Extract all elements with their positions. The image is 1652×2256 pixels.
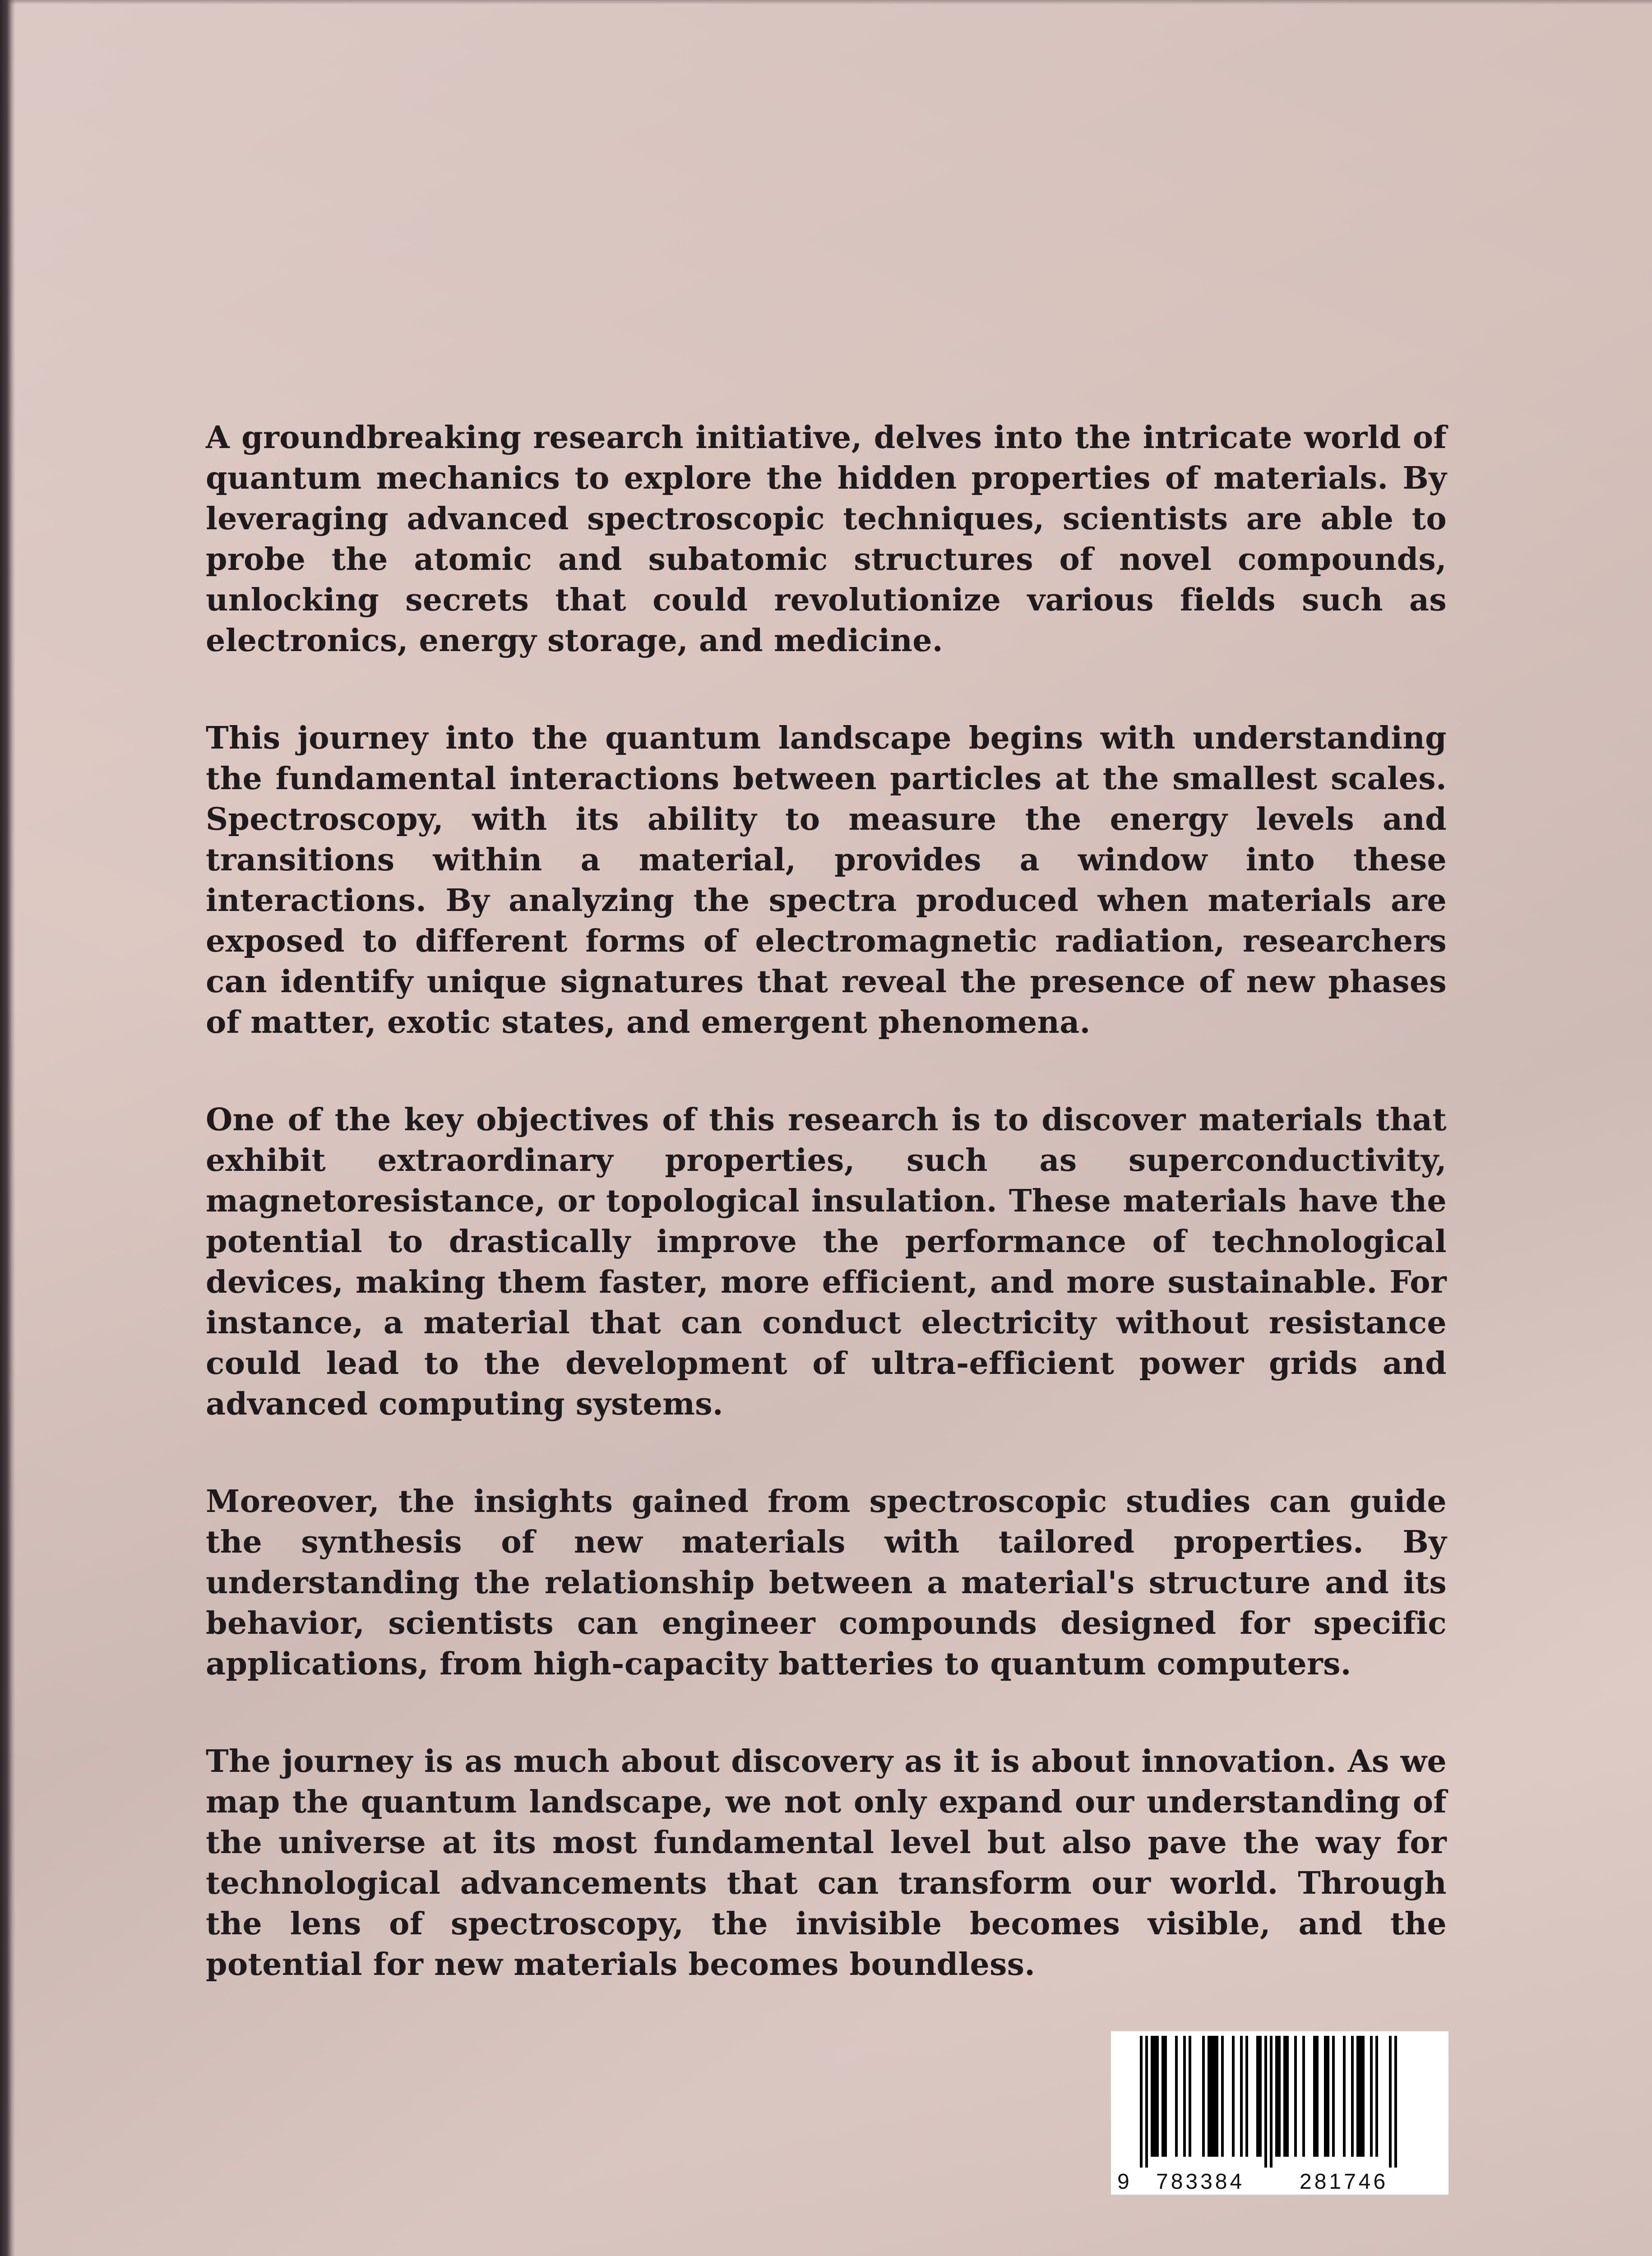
barcode-bar bbox=[1332, 2036, 1335, 2157]
top-edge-shadow bbox=[0, 0, 1652, 5]
barcode-bar bbox=[1151, 2036, 1153, 2157]
barcode-right-group: 281746 bbox=[1300, 2170, 1388, 2194]
barcode-bar bbox=[1286, 2036, 1289, 2157]
barcode-bar bbox=[1351, 2036, 1354, 2157]
barcode-bar bbox=[1232, 2036, 1235, 2157]
barcode-bar bbox=[1256, 2036, 1259, 2157]
barcode-bars bbox=[1111, 2031, 1448, 2171]
barcode-bar bbox=[1362, 2036, 1365, 2157]
blurb-paragraph-2: This journey into the quantum landscape begins with understanding the fundamental interactions between particles at the smallest scales. Spectroscopy, with its ability to measure the energy levels and transitions within a material, provides a window into these interactions. By analyzing the spectra produced when materials are exposed to different forms of electromagnetic radiation, researchers can identify unique signatures that reveal the presence of new phases of matter, exotic states, and emergent phenomena. bbox=[206, 720, 1447, 1040]
barcode-bar bbox=[1210, 2036, 1213, 2157]
blurb-paragraph-4: Moreover, the insights gained from spectroscopic studies can guide the synthesis of new materials with tailored properties. By understanding the relationship between a material's structure and its behavior, scientists can engineer compounds designed for specific applications, from high-capacity batteries to quantum computers. bbox=[206, 1484, 1447, 1682]
barcode-bar bbox=[1221, 2036, 1224, 2157]
barcode-first-digit: 9 bbox=[1117, 2170, 1129, 2194]
barcode-bar bbox=[1208, 2036, 1210, 2157]
blurb-text bbox=[206, 417, 1447, 1985]
barcode-bar bbox=[1153, 2036, 1156, 2157]
barcode-bar bbox=[1327, 2036, 1329, 2157]
barcode-digits bbox=[1111, 2169, 1448, 2192]
barcode-bar bbox=[1213, 2036, 1216, 2157]
barcode-bar bbox=[1175, 2036, 1178, 2157]
blurb-paragraph-1: A groundbreaking research initiative, delves into the intricate world of quantum mechanics to explore the hidden properties of materials. By leveraging advanced spectroscopic techniques, scientists are able to probe the atomic and subatomic structures of novel compounds, unlocking secrets that could revolutionize various fields such as electronics, energy storage, and medicine. bbox=[206, 420, 1447, 659]
barcode-bar bbox=[1245, 2036, 1248, 2157]
barcode-bar bbox=[1294, 2036, 1297, 2157]
barcode-bar bbox=[1202, 2036, 1205, 2157]
barcode-bar bbox=[1275, 2036, 1278, 2157]
barcode-bar bbox=[1278, 2036, 1281, 2157]
barcode-bar bbox=[1343, 2036, 1346, 2157]
barcode-bar bbox=[1316, 2036, 1319, 2157]
barcode-bar bbox=[1183, 2036, 1186, 2157]
barcode-bar bbox=[1264, 2036, 1267, 2168]
barcode-left-group: 783384 bbox=[1156, 2170, 1245, 2194]
barcode-bar bbox=[1145, 2036, 1148, 2168]
blurb-paragraph-5: The journey is as much about discovery as it is about innovation. As we map the quantum landscape, we not only expand our understanding of the universe at its most fundamental level but also pave the way for technological advancements that can transform our world. Through the lens of spectroscopy, the invisible becomes visible, and the potential for new materials becomes boundless. bbox=[206, 1743, 1447, 1983]
barcode-bar bbox=[1375, 2036, 1378, 2157]
isbn-barcode bbox=[1111, 2031, 1448, 2195]
barcode-bar bbox=[1283, 2036, 1286, 2157]
barcode-bar bbox=[1324, 2036, 1327, 2157]
barcode-bar bbox=[1240, 2036, 1243, 2157]
spine-edge bbox=[0, 0, 15, 2256]
blurb-paragraph-3: One of the key objectives of this research is to discover materials that exhibit extraordinary properties, such as superconductivity, magnetoresistance, or topological insulation. These materials have the potential to drastically improve the performance of technological devices, making them faster, more efficient, and more sustainable. For instance, a material that can conduct electricity without resistance could lead to the development of ultra-efficient power grids and advanced computing systems. bbox=[206, 1102, 1447, 1422]
barcode-bar bbox=[1302, 2036, 1305, 2157]
barcode-bar bbox=[1313, 2036, 1316, 2157]
barcode-bar bbox=[1156, 2036, 1159, 2157]
barcode-bar bbox=[1164, 2036, 1167, 2157]
barcode-bar bbox=[1394, 2036, 1397, 2168]
barcode-bar bbox=[1359, 2036, 1362, 2157]
barcode-bar bbox=[1140, 2036, 1143, 2168]
barcode-bar bbox=[1356, 2036, 1359, 2157]
barcode-bar bbox=[1270, 2036, 1273, 2168]
barcode-bar bbox=[1370, 2036, 1373, 2157]
barcode-bar bbox=[1259, 2036, 1262, 2157]
barcode-bar bbox=[1189, 2036, 1191, 2157]
barcode-bar bbox=[1389, 2036, 1392, 2168]
barcode-bar bbox=[1161, 2036, 1164, 2157]
barcode-bar bbox=[1216, 2036, 1218, 2157]
